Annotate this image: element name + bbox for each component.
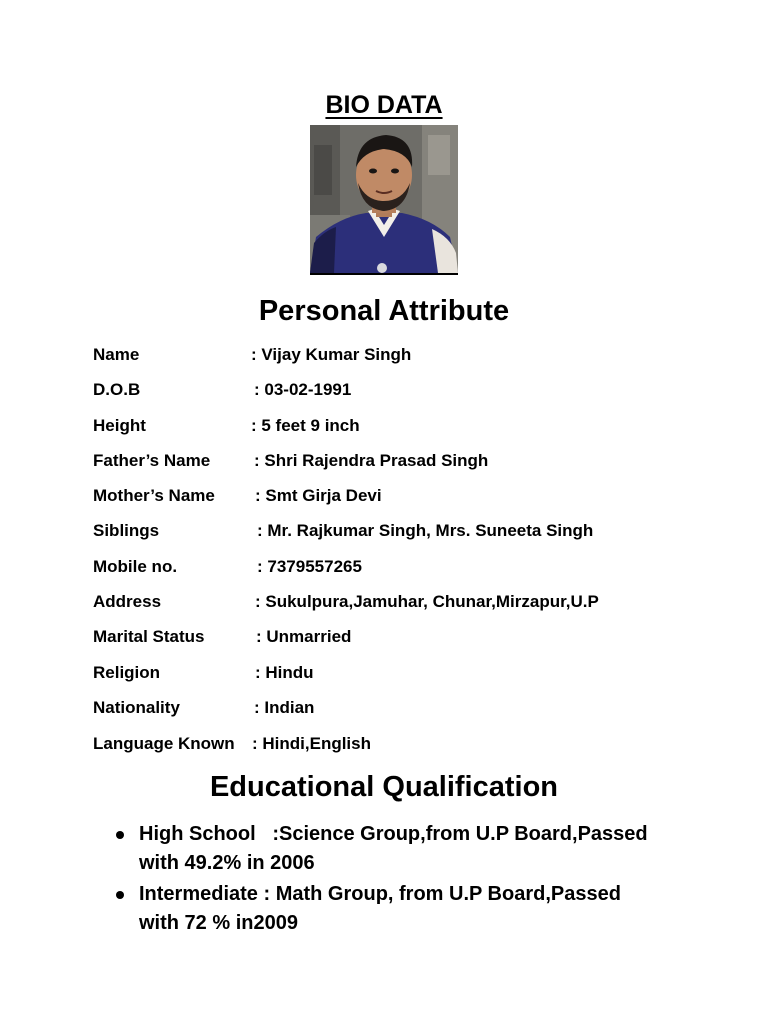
- attribute-value: : Hindi,English: [252, 734, 371, 753]
- attribute-label: Language Known: [93, 734, 235, 753]
- attribute-label: Nationality: [93, 698, 180, 717]
- education-item-text: High School :Science Group,from U.P Board,Passed with 49.2% in 2006: [139, 823, 654, 874]
- attribute-label: Marital Status: [93, 627, 205, 646]
- document-title: BIO DATA: [325, 91, 443, 119]
- attribute-label: Religion: [93, 663, 161, 682]
- attribute-value: : 03-02-1991: [254, 380, 352, 399]
- personal-attribute-heading: Personal Attribute: [258, 295, 510, 327]
- attribute-value: : Indian: [254, 698, 315, 717]
- attribute-value: : Vijay Kumar Singh: [251, 345, 412, 364]
- attribute-label: Mobile no.: [93, 557, 178, 576]
- attribute-value: : 5 feet 9 inch: [251, 416, 360, 435]
- attribute-label: Siblings: [93, 521, 160, 540]
- attribute-value: : Unmarried: [256, 627, 352, 646]
- attribute-label: Father’s Name: [93, 451, 211, 470]
- education-item-high-school: [139, 820, 659, 878]
- portrait-photo-icon: [310, 125, 458, 273]
- attribute-label: D.O.B: [93, 380, 141, 399]
- bullet-icon: [116, 891, 124, 899]
- attribute-value: : Hindu: [255, 663, 314, 682]
- education-item-intermediate: [139, 880, 659, 938]
- attribute-label: Mother’s Name: [93, 486, 215, 505]
- profile-photo: [310, 125, 458, 275]
- attribute-value: : 7379557265: [257, 557, 362, 576]
- attribute-value: : Smt Girja Devi: [255, 486, 382, 505]
- bullet-icon: [116, 831, 124, 839]
- education-item-text: Intermediate : Math Group, from U.P Board,Passed with 72 % in2009: [139, 883, 627, 934]
- attribute-value: : Mr. Rajkumar Singh, Mrs. Suneeta Singh: [257, 521, 594, 540]
- attribute-label: Address: [93, 592, 162, 611]
- attribute-label: Height: [93, 416, 146, 435]
- educational-qualification-heading: Educational Qualification: [209, 771, 559, 803]
- attribute-value: : Sukulpura,Jamuhar, Chunar,Mirzapur,U.P: [255, 592, 599, 611]
- attribute-value: : Shri Rajendra Prasad Singh: [254, 451, 489, 470]
- attribute-label: Name: [93, 345, 140, 364]
